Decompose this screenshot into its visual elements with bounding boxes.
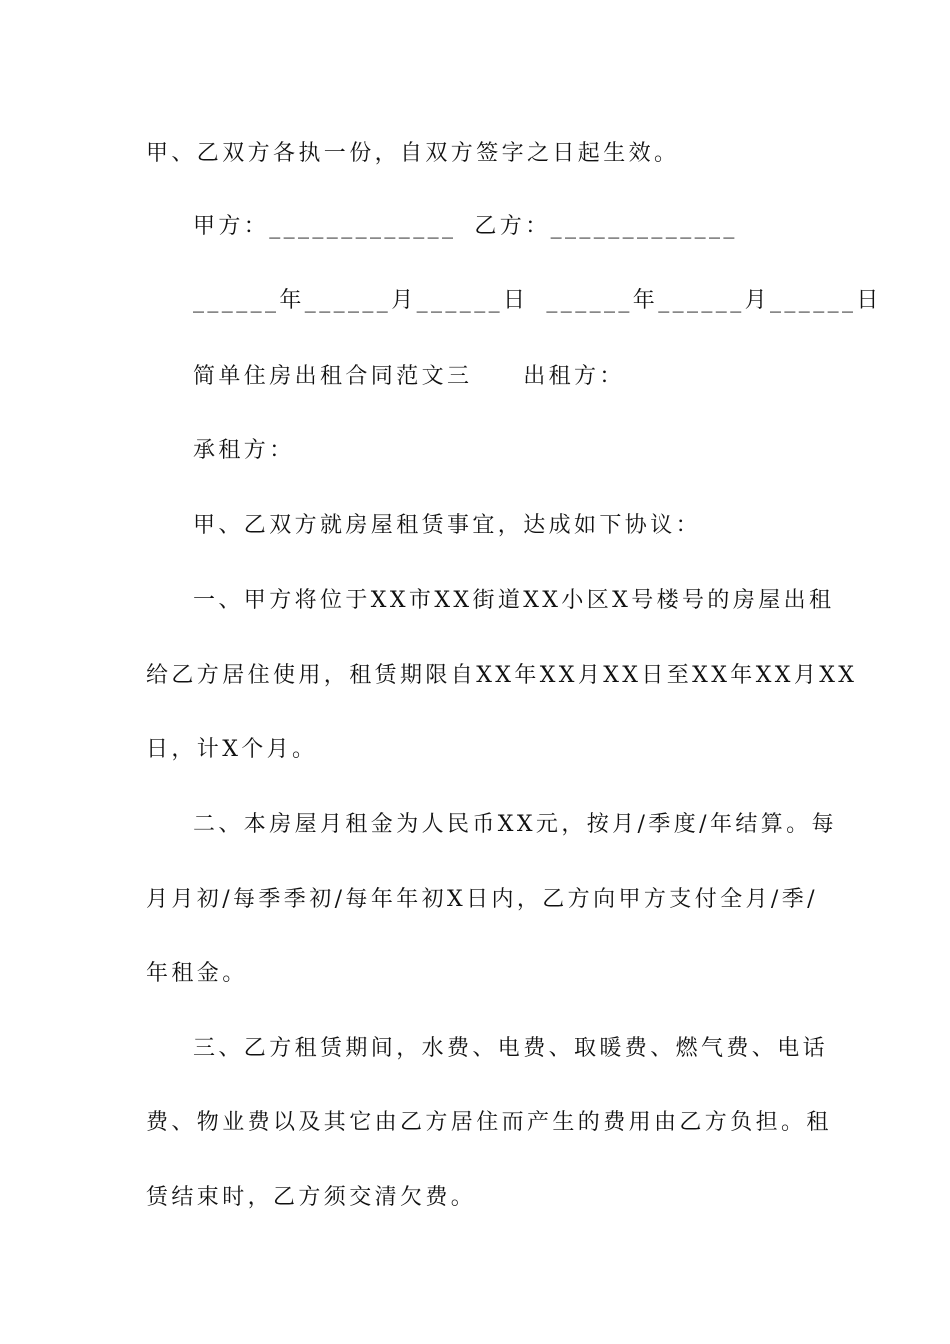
clause-3-line-1: 三、乙方租赁期间，水费、电费、取暖费、燃气费、电话 bbox=[193, 1036, 829, 1061]
clause-1-line-3: 日，计X个月。 bbox=[146, 737, 318, 762]
clause-1-line-2: 给乙方居住使用，租赁期限自XX年XX月XX日至XX年XX月XX bbox=[146, 663, 858, 688]
party-b-signature: 乙方：_____________ bbox=[474, 214, 738, 239]
clause-3-line-2: 费、物业费以及其它由乙方居住而产生的费用由乙方负担。租 bbox=[146, 1110, 832, 1135]
clause-3-line-3: 赁结束时，乙方须交清欠费。 bbox=[146, 1185, 477, 1210]
clause-2-line-1: 二、本房屋月租金为人民币XX元，按月/季度/年结算。每 bbox=[193, 812, 837, 837]
signature-line bbox=[193, 212, 738, 242]
section-title-lessor: 简单住房出租合同范文三 出租方： bbox=[193, 364, 625, 389]
clause-validity-text: 甲、乙双方各执一份，自双方签字之日起生效。 bbox=[146, 141, 680, 166]
lessee-label: 承租方： bbox=[193, 438, 295, 463]
party-b-date: ______年______月______日 bbox=[546, 288, 882, 313]
clause-2-line-2: 月月初/每季季初/每年年初X日内，乙方向甲方支付全月/季/ bbox=[146, 887, 818, 912]
agreement-intro: 甲、乙双方就房屋租赁事宜，达成如下协议： bbox=[193, 513, 702, 538]
date-line bbox=[193, 286, 882, 316]
clause-2-line-3: 年租金。 bbox=[146, 961, 248, 986]
party-a-date: ______年______月______日 bbox=[193, 288, 529, 313]
clause-1-line-1: 一、甲方将位于XX市XX街道XX小区X号楼号的房屋出租 bbox=[193, 588, 835, 613]
party-a-signature: 甲方：_____________ bbox=[193, 214, 457, 239]
